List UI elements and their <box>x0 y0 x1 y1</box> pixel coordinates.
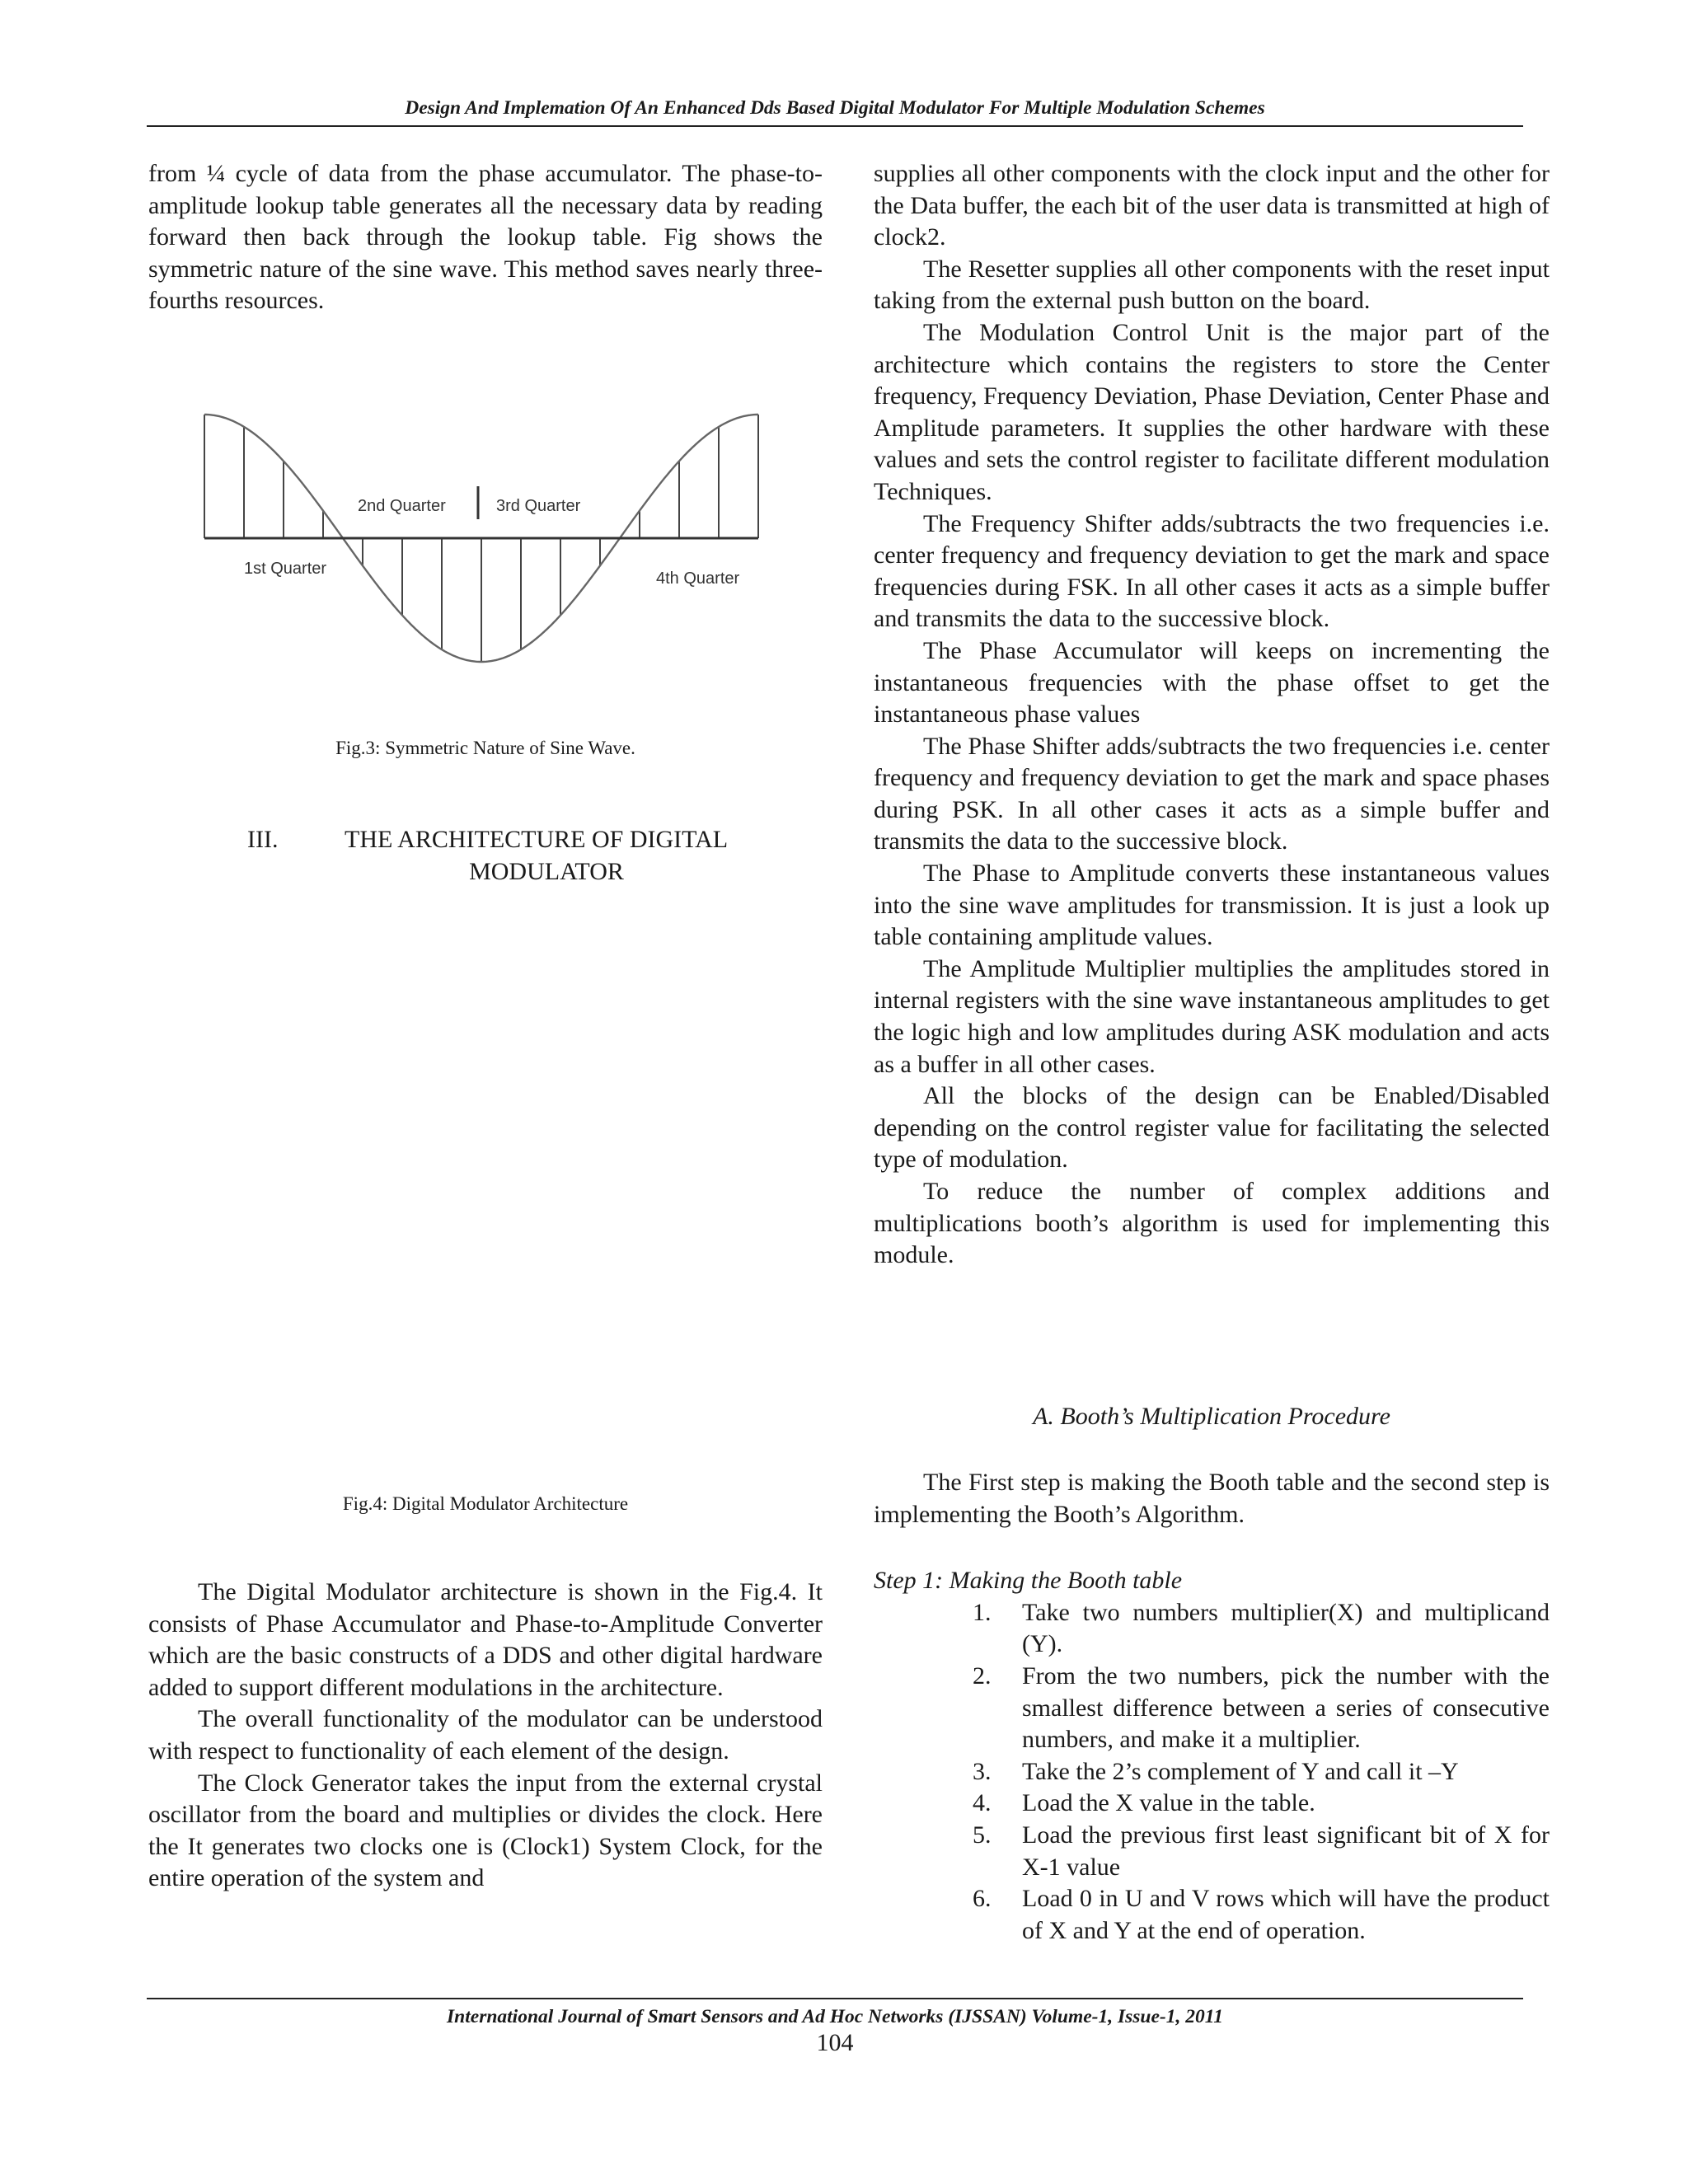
journal-footer: International Journal of Smart Sensors and Ad Hoc Networks (IJSSAN) Volume-1, Issue-1, 2011 <box>447 2006 1223 2027</box>
paragraph-phase-accumulator: The Phase Accumulator will keeps on incrementing the instantaneous frequencies with the phase offset to get the instantaneous phase values <box>874 636 1550 729</box>
list-item: 5. Load the previous first least significant bit of X for X-1 value <box>973 1821 1550 1881</box>
paragraph-booth-intro: To reduce the number of complex additions and multiplications booth’s algorithm is used for implementing this module. <box>874 1178 1550 1269</box>
paragraph-resetter: The Resetter supplies all other components with the reset input taking from the external push button on the board. <box>874 255 1550 315</box>
paragraph-amplitude-multiplier: The Amplitude Multiplier multiplies the amplitudes stored in internal registers with the sine wave instantaneous amplitudes to get the logic high and low amplitudes during ASK modulation and acts as a buffer in all other cases. <box>874 954 1550 1078</box>
label-2nd-quarter: 2nd Quarter <box>358 497 446 515</box>
page-number: 104 <box>816 2029 854 2056</box>
subsection-heading: A. Booth’s Multiplication Procedure <box>1033 1403 1390 1430</box>
paragraph-architecture: The Digital Modulator architecture is shown in the Fig.4. It consists of Phase Accumulator and Phase-to-Amplitude Converter which are the basic constructs of a DDS and other digital hardware added to support different modulations in the architecture. <box>148 1578 823 1701</box>
label-4th-quarter: 4th Quarter <box>656 569 740 588</box>
header-rule <box>147 125 1523 127</box>
paragraph-booth-steps: The First step is making the Booth table and the second step is implementing the Booth’s Algorithm. <box>874 1469 1550 1528</box>
running-title: Design And Implemation Of An Enhanced Dds Based Digital Modulator For Multiple Modulation Schemes <box>405 97 1265 119</box>
right-column-booth <box>874 1467 1550 1947</box>
paragraph-functionality: The overall functionality of the modulator can be understood with respect to functionality of each element of the design. <box>148 1705 823 1765</box>
figure-sine-wave <box>195 371 771 717</box>
paragraph-clock-continued: supplies all other components with the clock input and the other for the Data buffer, the each bit of the user data is transmitted at high of clock2. <box>874 160 1550 251</box>
paragraph-frequency-shifter: The Frequency Shifter adds/subtracts the two frequencies i.e. center frequency and frequency deviation to get the mark and space frequencies during FSK. In all other cases it acts as a simple buffer and transmits the data to the successive block. <box>874 509 1550 633</box>
step-1-list <box>874 1597 1550 1947</box>
list-item: 1. Take two numbers multiplier(X) and multiplicand (Y). <box>973 1598 1550 1658</box>
list-item: 4. Load the X value in the table. <box>973 1789 1315 1817</box>
paragraph-modulation-control: The Modulation Control Unit is the major part of the architecture which contains the registers to store the Center frequency, Frequency Deviation, Phase Deviation, Center Phase and Amplitude parameters. It supplies the other hardware with these values and sets the control register to facilitate different modulation Techniques. <box>874 318 1550 505</box>
paragraph-clock-generator: The Clock Generator takes the input from the external crystal oscillator from the board and multiplies or divides the clock. Here the It generates two clocks one is (Clock1) System Clock, for the entire operation of the system and <box>148 1769 823 1892</box>
section-title-line-2: MODULATOR <box>469 857 624 885</box>
figure-3-caption: Fig.3: Symmetric Nature of Sine Wave. <box>335 738 635 758</box>
list-item: 3. Take the 2’s complement of Y and call it –Y <box>973 1757 1459 1785</box>
label-3rd-quarter: 3rd Quarter <box>496 497 581 515</box>
paragraph-enable-disable: All the blocks of the design can be Enabled/Disabled depending on the control register value for facilitating the selected type of modulation. <box>874 1082 1550 1174</box>
paragraph-phase-shifter: The Phase Shifter adds/subtracts the two frequencies i.e. center frequency and frequency deviation to get the mark and space phases during PSK. In all other cases it acts as a simple buffer and transmits the data to the successive block. <box>874 732 1550 855</box>
left-column-bottom <box>148 1577 823 1895</box>
step-1-heading: Step 1: Making the Booth table <box>874 1567 1183 1595</box>
section-title-line-1: THE ARCHITECTURE OF DIGITAL <box>345 826 729 853</box>
paragraph-lookup-table: from ¼ cycle of data from the phase accumulator. The phase-to-amplitude lookup table generates all the necessary data by reading forward then back through the lookup table. Fig shows the symmetric nature of the sine wave. This method saves nearly three-fourths resources. <box>148 160 823 315</box>
figure-4-caption: Fig.4: Digital Modulator Architecture <box>342 1493 629 1514</box>
list-item: 2. From the two numbers, pick the number with the smallest difference between a series of consecutive numbers, and make it a multiplier. <box>973 1661 1550 1754</box>
label-1st-quarter: 1st Quarter <box>244 560 327 578</box>
list-item: 6. Load 0 in U and V rows which will have the product of X and Y at the end of operation. <box>973 1885 1550 1944</box>
left-column-top <box>148 158 823 317</box>
section-number: III. <box>247 826 279 853</box>
sine-wave-diagram <box>195 371 771 717</box>
right-column <box>874 158 1550 1272</box>
paragraph-phase-to-amplitude: The Phase to Amplitude converts these instantaneous values into the sine wave amplitudes for transmission. It is just a look up table containing amplitude values. <box>874 860 1550 951</box>
footer-rule <box>147 1998 1523 1999</box>
